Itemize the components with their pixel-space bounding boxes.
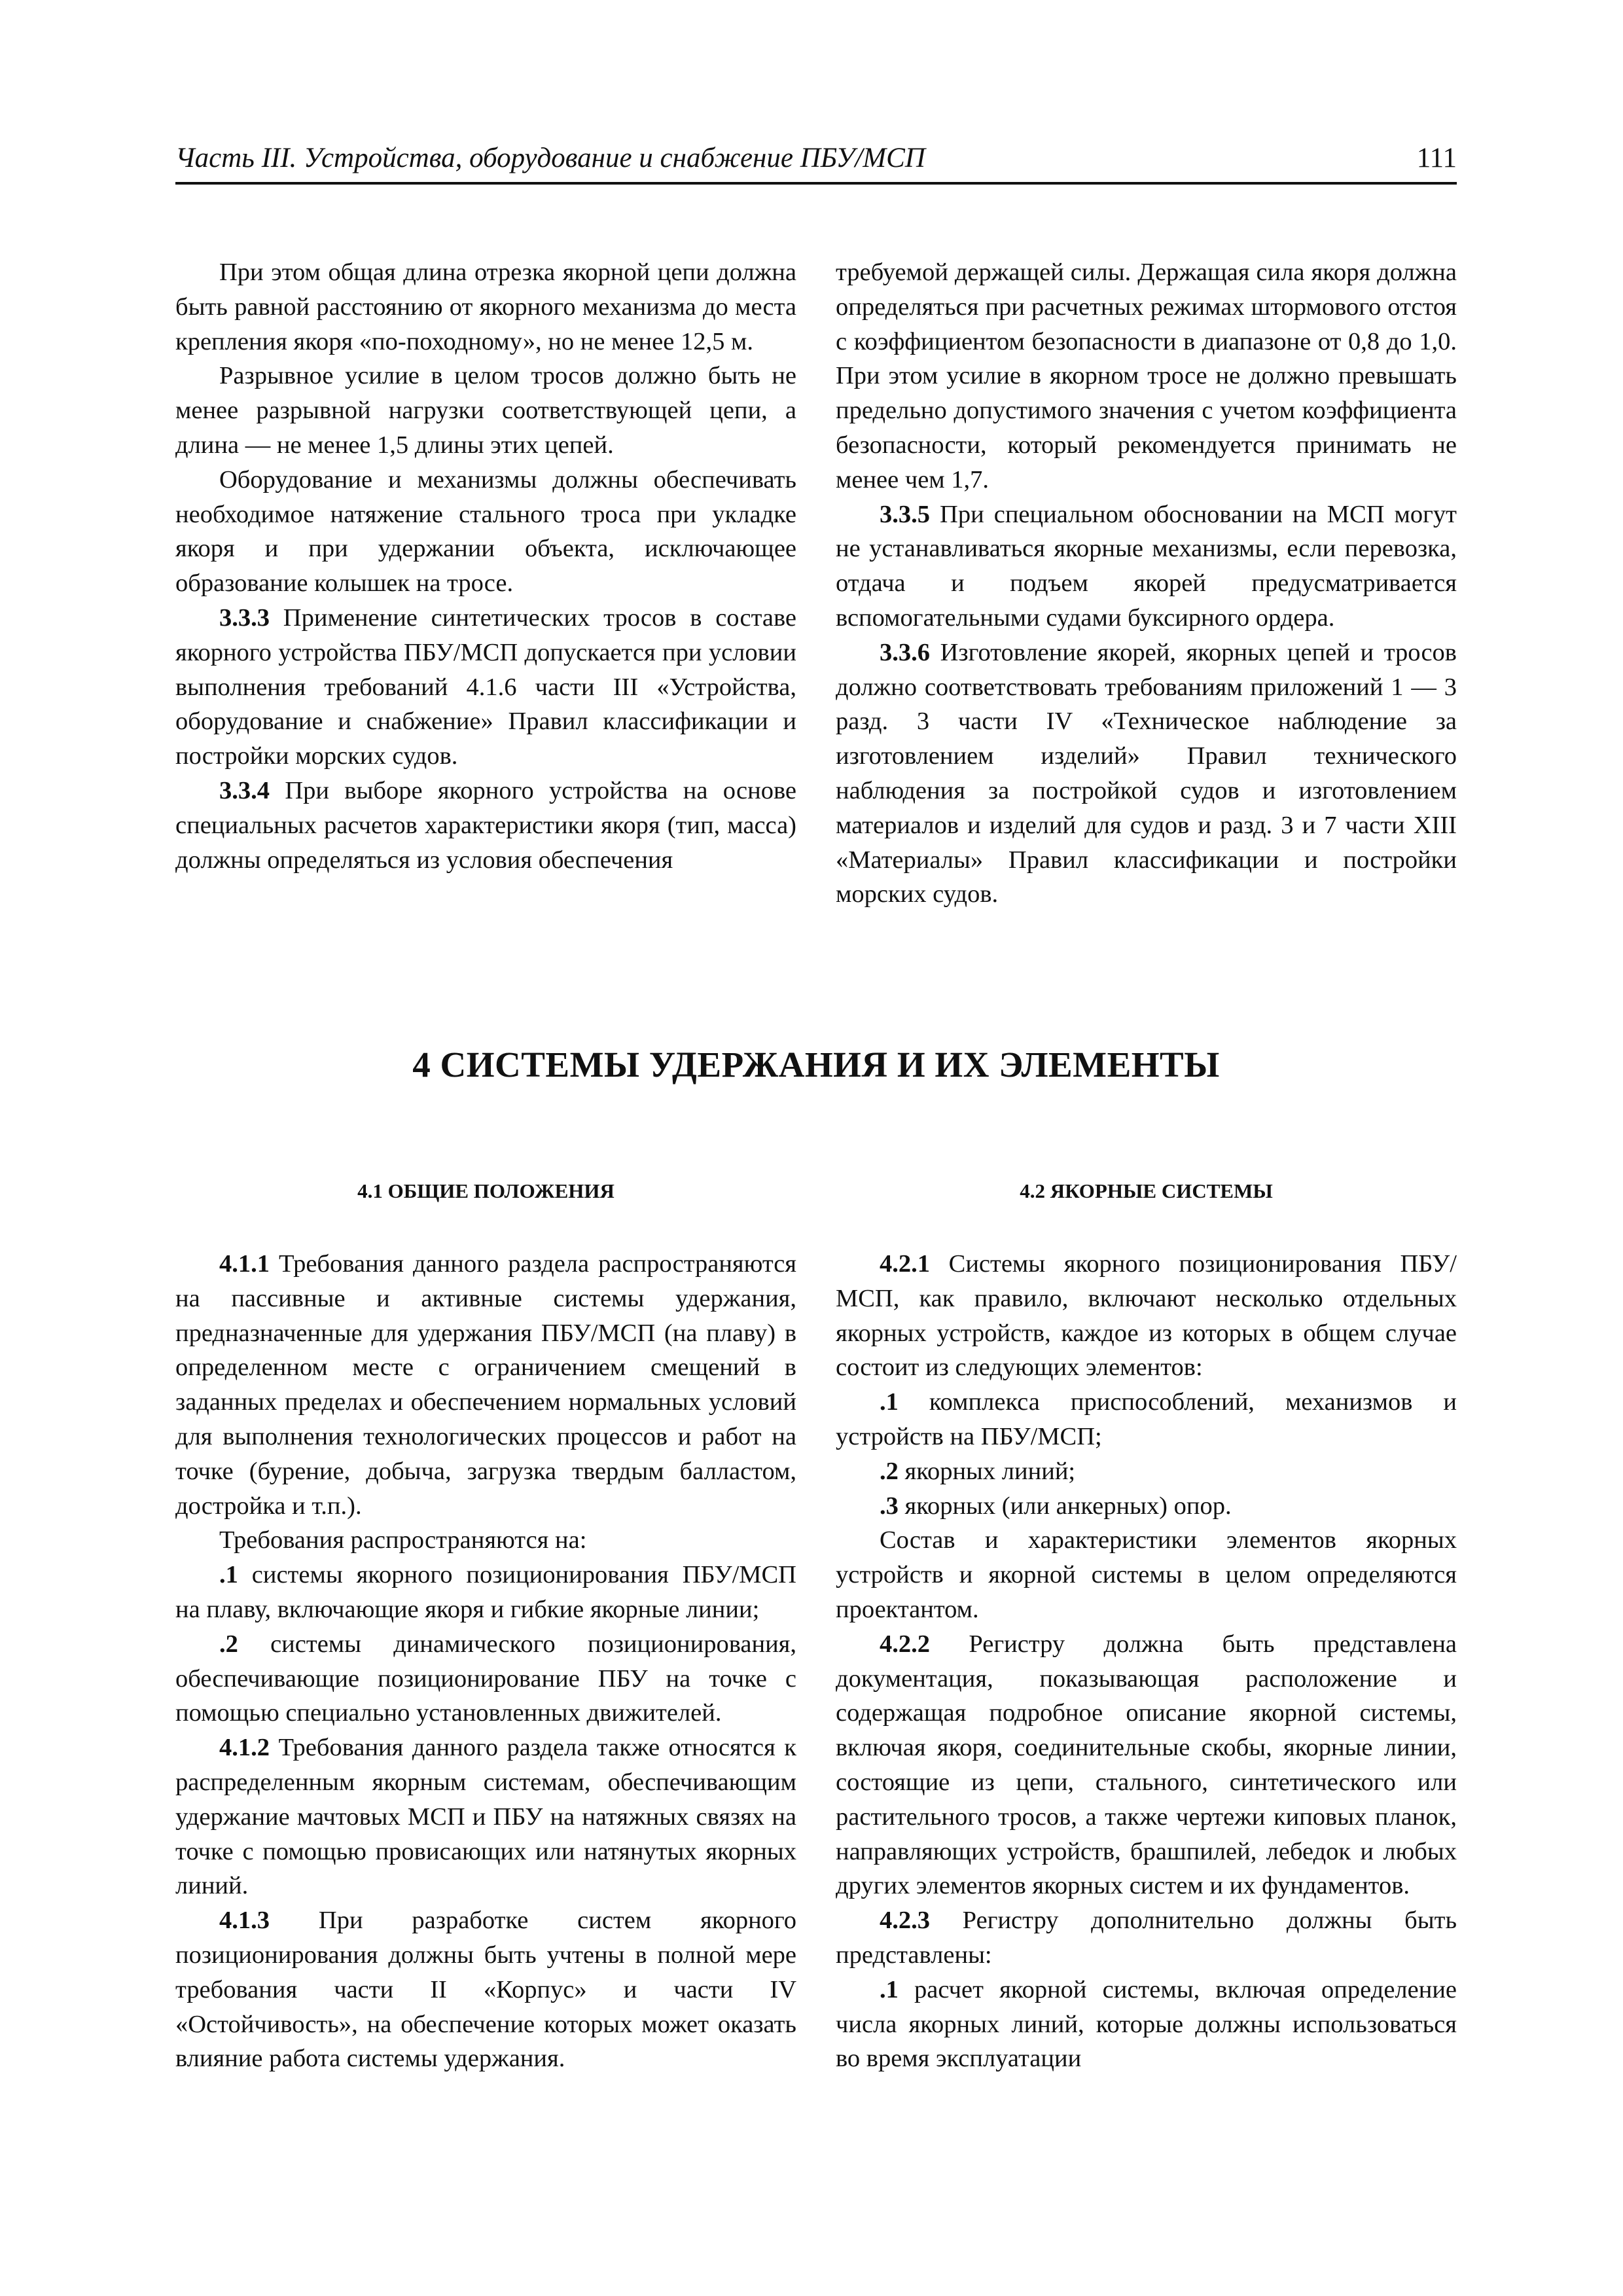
paragraph-text: Системы якорного позиционирования ПБУ/МСП, как правило, включают несколько отдельных якорных устройств, каждое из которых в общем случае состоит из следующих элементов: bbox=[836, 1250, 1457, 1382]
paragraph-text: Требования данного раздела также относятся к распределенным якорным системам, обеспечивающим удержание мачтовых МСП и ПБУ на натяжных связях на точке с помощью провисающих или натянутых якорных линий. bbox=[175, 1734, 796, 1900]
top-right-column bbox=[836, 255, 1457, 912]
paragraph bbox=[175, 774, 796, 877]
paragraph bbox=[175, 1247, 796, 1523]
paragraph-text: При выборе якорного устройства на основе специальных расчетов характеристики якоря (тип, масса) должны определяться из условия обеспечения bbox=[175, 776, 796, 874]
paragraph-text: требуемой держащей силы. Держащая сила якоря должна определяться при расчетных режимах штормового отстоя с коэффициентом безопасности в диапазоне от 0,8 до 1,0. При этом усилие в якорном тросе не должно превышать предельно допустимого значения с учетом коэффициента безопасности, который рекомендуется принимать не менее чем 1,7. bbox=[836, 259, 1457, 493]
paragraph bbox=[836, 255, 1457, 497]
clause-number: 4.2.3 bbox=[880, 1907, 930, 1935]
bottom-left-column bbox=[175, 1247, 796, 2076]
paragraph bbox=[175, 601, 796, 774]
paragraph bbox=[836, 1973, 1457, 2076]
clause-number: 3.3.6 bbox=[880, 638, 930, 666]
clause-number: .1 bbox=[880, 1975, 899, 2003]
paragraph-text: расчет якорной системы, включая определение числа якорных линий, которые должны использоваться во время эксплуатации bbox=[836, 1975, 1457, 2073]
paragraph bbox=[836, 1903, 1457, 1973]
chapter-heading: 4 СИСТЕМЫ УДЕРЖАНИЯ И ИХ ЭЛЕМЕНТЫ bbox=[412, 1044, 1220, 1085]
section-heading-4-1: 4.1 ОБЩИЕ ПОЛОЖЕНИЯ bbox=[357, 1179, 615, 1202]
paragraph bbox=[836, 1454, 1457, 1489]
paragraph-text: якорных линий; bbox=[904, 1457, 1076, 1485]
paragraph bbox=[836, 1523, 1457, 1626]
paragraph-text: Требования данного раздела распространяются на пассивные и активные системы удержания, предназначенные для удержания ПБУ/МСП (на плаву) в определенном месте с ограничением смещений в заданных пределах и обеспечением нормальных условий для выполнения технологических процессов и работ на точке (бурение, добыча, загрузка твердым балластом, достройка и т.п.). bbox=[175, 1250, 796, 1520]
paragraph-text: якорных (или анкерных) опор. bbox=[904, 1492, 1232, 1520]
paragraph bbox=[175, 1523, 796, 1558]
paragraph-text: Регистру должна быть представлена документация, показывающая расположение и содержащая подробное описание якорной системы, включая якоря, соединительные скобы, якорные линии, состоящие из цепи, стального, синтетического или растительного тросов, а также чертежи киповых планок, направляющих устройств, брашпилей, лебедок и любых других элементов якорных систем и их фундаментов. bbox=[836, 1630, 1457, 1900]
clause-number: 4.2.2 bbox=[880, 1630, 930, 1658]
paragraph bbox=[175, 255, 796, 359]
paragraph-text: Разрывное усилие в целом тросов должно быть не менее разрывной нагрузки соответствующей цепи, а длина — не менее 1,5 длины этих цепей. bbox=[175, 362, 796, 459]
paragraph bbox=[836, 497, 1457, 636]
clause-number: 4.1.3 bbox=[219, 1907, 270, 1935]
top-left-column bbox=[175, 255, 796, 877]
paragraph bbox=[175, 1627, 796, 1731]
paragraph-text: Оборудование и механизмы должны обеспечивать необходимое натяжение стального троса при укладке якоря и при удержании объекта, исключающее образование колышек на тросе. bbox=[175, 465, 796, 598]
clause-number: 4.1.1 bbox=[219, 1250, 270, 1278]
clause-number: 4.2.1 bbox=[880, 1250, 930, 1278]
paragraph bbox=[175, 1731, 796, 1903]
page-number: 111 bbox=[1416, 143, 1457, 173]
paragraph-text: Состав и характеристики элементов якорных устройств и якорной системы в целом определяются проектантом. bbox=[836, 1526, 1457, 1623]
paragraph-text: комплекса приспособлений, механизмов и устройств на ПБУ/МСП; bbox=[836, 1388, 1457, 1450]
paragraph bbox=[175, 463, 796, 601]
running-head-title: Часть III. Устройства, оборудование и снабжение ПБУ/МСП bbox=[175, 143, 925, 173]
section-heading-4-2: 4.2 ЯКОРНЫЕ СИСТЕМЫ bbox=[1020, 1179, 1273, 1202]
paragraph-text: Изготовление якорей, якорных цепей и тросов должно соответствовать требованиям приложений 1 — 3 разд. 3 части IV «Техническое наблюдение за изготовлением изделий» Правил технического наблюдения за постройкой судов и изготовлением материалов и изделий для судов и разд. 3 и 7 части XIII «Материалы» Правил классификации и постройки морских судов. bbox=[836, 638, 1457, 908]
paragraph-text: Применение синтетических тросов в составе якорного устройства ПБУ/МСП допускается при условии выполнения требований 4.1.6 части III «Устройства, оборудование и снабжение» Правил классификации и постройки морских судов. bbox=[175, 603, 797, 770]
paragraph-text: При разработке систем якорного позиционирования должны быть учтены в полной мере требования части II «Корпус» и части IV «Остойчивость», на обеспечение которых может оказать влияние работа системы удержания. bbox=[175, 1907, 797, 2073]
clause-number: .2 bbox=[880, 1457, 899, 1485]
paragraph bbox=[175, 1903, 796, 2076]
paragraph-text: системы динамического позиционирования, обеспечивающие позиционирование ПБУ на точке с помощью специально установленных движителей. bbox=[175, 1630, 797, 1727]
clause-number: 3.3.4 bbox=[219, 776, 270, 804]
bottom-right-column bbox=[836, 1247, 1457, 2076]
clause-number: .1 bbox=[880, 1388, 899, 1416]
paragraph bbox=[175, 1558, 796, 1627]
clause-number: .1 bbox=[219, 1561, 238, 1589]
clause-number: 3.3.5 bbox=[880, 500, 930, 528]
paragraph bbox=[836, 1627, 1457, 1903]
clause-number: .3 bbox=[880, 1492, 899, 1520]
paragraph-text: При специальном обосновании на МСП могут не устанавливаться якорные механизмы, если перевозка, отдача и подъем якорей предусматривается вспомогательными судами буксирного ордера. bbox=[836, 500, 1457, 632]
paragraph-text: системы якорного позиционирования ПБУ/МСП на плаву, включающие якоря и гибкие якорные линии; bbox=[175, 1561, 796, 1623]
paragraph bbox=[836, 1489, 1457, 1524]
paragraph-text: Требования распространяются на: bbox=[219, 1526, 587, 1554]
paragraph bbox=[175, 359, 796, 462]
running-head bbox=[175, 141, 1457, 185]
paragraph bbox=[836, 636, 1457, 912]
clause-number: 4.1.2 bbox=[219, 1734, 270, 1762]
clause-number: .2 bbox=[219, 1630, 238, 1658]
paragraph-text: При этом общая длина отрезка якорной цепи должна быть равной расстоянию от якорного механизма до места крепления якоря «по-походному», но не менее 12,5 м. bbox=[175, 259, 796, 355]
paragraph bbox=[836, 1247, 1457, 1385]
paragraph bbox=[836, 1385, 1457, 1454]
clause-number: 3.3.3 bbox=[219, 603, 270, 632]
paragraph-text: Регистру дополнительно должны быть представлены: bbox=[836, 1907, 1457, 1969]
